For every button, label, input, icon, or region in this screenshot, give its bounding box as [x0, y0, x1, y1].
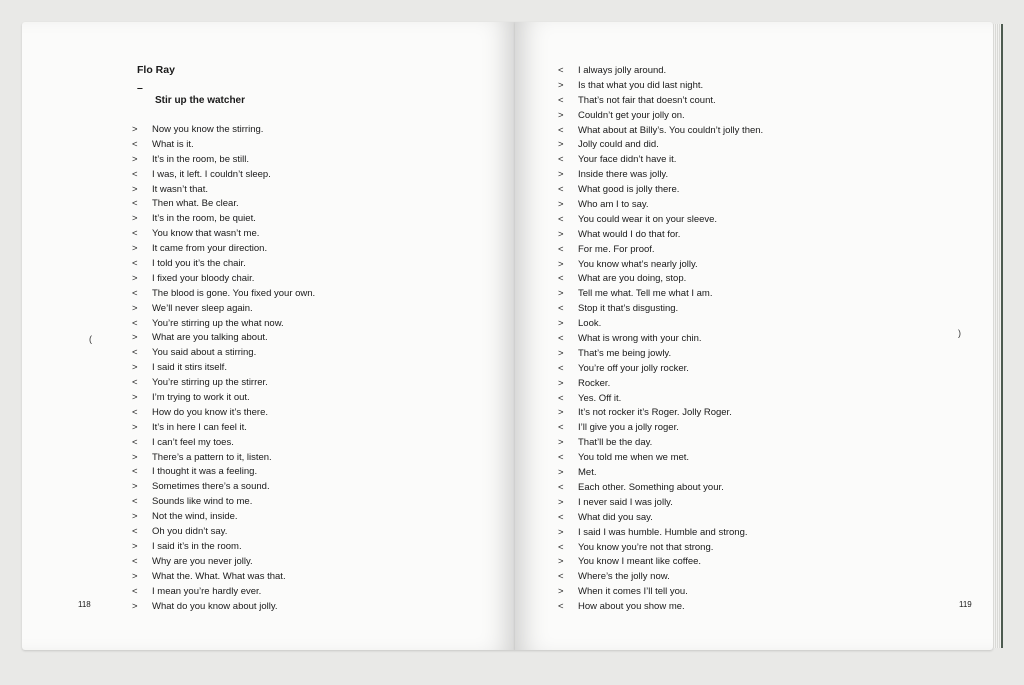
dialogue-text: How do you know it’s there.: [152, 406, 268, 418]
dialogue-line: [132, 138, 315, 153]
dialogue-text: Now you know the stirring.: [152, 124, 264, 135]
dialogue-text: Yes. Off it.: [578, 392, 622, 404]
section-title: Stir up the watcher: [155, 95, 246, 106]
dialogue-text: It’s in the room, be still.: [152, 153, 249, 165]
speaker-mark: <: [132, 168, 138, 180]
dialogue-line: [132, 302, 315, 317]
dialogue-line: [558, 377, 763, 392]
speaker-mark: >: [132, 243, 138, 255]
dialogue-text: You know you’re not that strong.: [578, 541, 714, 553]
dialogue-line: [558, 198, 763, 213]
dialogue-line: [132, 465, 315, 480]
speaker-mark: >: [558, 139, 564, 151]
dialogue-text: You know I meant like coffee.: [578, 556, 702, 568]
speaker-mark: <: [132, 377, 138, 389]
dialogue-line: [558, 302, 763, 317]
dialogue-text: What is wrong with your chin.: [578, 333, 702, 345]
margin-mark-left: (: [89, 334, 92, 344]
dialogue-line: [132, 317, 315, 332]
speaker-mark: >: [558, 199, 564, 211]
speaker-mark: >: [132, 570, 138, 582]
speaker-mark: <: [558, 303, 564, 315]
speaker-mark: <: [132, 138, 138, 150]
speaker-mark: <: [558, 184, 564, 196]
dialogue-line: [132, 451, 315, 466]
dialogue-text: You know what’s nearly jolly.: [578, 258, 698, 270]
dialogue-line: [558, 541, 763, 556]
speaker-mark: <: [558, 333, 564, 345]
dialogue-text: Where’s the jolly now.: [578, 571, 670, 583]
dialogue-line: [132, 361, 315, 376]
dialogue-text: I said I was humble. Humble and strong.: [578, 526, 748, 538]
speaker-mark: >: [132, 600, 138, 612]
dialogue-text: There’s a pattern to it, listen.: [152, 451, 272, 463]
dialogue-text: Jolly could and did.: [578, 139, 659, 151]
dialogue-line: [558, 79, 763, 94]
speaker-mark: >: [558, 318, 564, 330]
speaker-mark: >: [132, 183, 138, 195]
dialogue-line: [558, 421, 763, 436]
speaker-mark: >: [132, 540, 138, 552]
dialogue-line: [132, 480, 315, 495]
dialogue-line: [558, 138, 763, 153]
dialogue-text: It wasn’t that.: [152, 183, 208, 195]
dialogue-text: Sounds like wind to me.: [152, 496, 253, 508]
speaker-mark: >: [558, 288, 564, 300]
dialogue-line: [558, 526, 763, 541]
dialogue-text: Who am I to say.: [578, 199, 649, 211]
dialogue-line: [558, 109, 763, 124]
dialogue-line: [132, 525, 315, 540]
speaker-mark: <: [558, 392, 564, 404]
speaker-mark: >: [558, 437, 564, 449]
speaker-mark: <: [132, 526, 138, 538]
dialogue-text: What are you talking about.: [152, 332, 268, 344]
dialogue-text: Tell me what. Tell me what I am.: [578, 288, 713, 300]
speaker-mark: >: [558, 109, 564, 121]
speaker-mark: >: [558, 586, 564, 598]
speaker-mark: >: [132, 451, 138, 463]
dialogue-text: What is it.: [152, 138, 194, 150]
dialogue-line: [558, 272, 763, 287]
dialogue-line: [558, 258, 763, 273]
dialogue-text: I said it stirs itself.: [152, 362, 227, 374]
dialogue-text: I told you it’s the chair.: [152, 258, 246, 270]
dialogue-text: Oh you didn’t say.: [152, 526, 228, 538]
dialogue-text: What do you know about jolly.: [152, 600, 278, 612]
speaker-mark: >: [132, 302, 138, 314]
speaker-mark: <: [558, 481, 564, 493]
speaker-mark: >: [132, 421, 138, 433]
dialogue-text: How about you show me.: [578, 601, 685, 613]
dialogue-text: I mean you’re hardly ever.: [152, 585, 262, 597]
dialogue-text: You know that wasn’t me.: [152, 228, 260, 240]
dialogue-line: [558, 496, 763, 511]
speaker-mark: <: [558, 243, 564, 255]
dialogue-text: Met.: [578, 467, 597, 479]
speaker-mark: <: [558, 452, 564, 464]
dialogue-line: [558, 317, 763, 332]
dialogue-text: When it comes I’ll tell you.: [578, 586, 688, 598]
dialogue-text: That’s me being jowly.: [578, 347, 672, 359]
margin-mark-right: ): [958, 328, 961, 338]
speaker-mark: <: [132, 228, 138, 240]
dialogue-line: [132, 570, 315, 585]
dialogue-line: [558, 183, 763, 198]
dialogue-text: Sometimes there’s a sound.: [152, 481, 270, 493]
dialogue-line: [558, 243, 763, 258]
open-book: [22, 22, 998, 662]
dialogue-text: That’ll be the day.: [578, 437, 653, 449]
dialogue-text: You said about a stirring.: [152, 347, 257, 359]
speaker-mark: >: [132, 124, 138, 135]
dialogue-line: [132, 272, 315, 287]
dialogue-text: What the. What. What was that.: [152, 570, 286, 582]
dialogue-list-right: [558, 64, 763, 615]
dialogue-text: You’re stirring up the what now.: [152, 317, 284, 329]
speaker-mark: <: [132, 198, 138, 210]
dialogue-text: That’s not fair that doesn’t count.: [578, 94, 716, 106]
speaker-mark: >: [558, 79, 564, 91]
dialogue-text: The blood is gone. You fixed your own.: [152, 287, 316, 299]
dialogue-line: [558, 511, 763, 526]
dialogue-line: [132, 436, 315, 451]
dialogue-line: [132, 540, 315, 555]
speaker-mark: <: [558, 94, 564, 106]
dialogue-text: For me. For proof.: [578, 243, 655, 255]
dialogue-text: I never said I was jolly.: [578, 496, 673, 508]
speaker-mark: >: [558, 258, 564, 270]
speaker-mark: <: [558, 422, 564, 434]
dialogue-text: You told me when we met.: [578, 452, 690, 464]
dialogue-line: [132, 376, 315, 391]
dialogue-line: [558, 94, 763, 109]
dialogue-line: [558, 481, 763, 496]
speaker-mark: <: [558, 571, 564, 583]
speaker-mark: >: [132, 511, 138, 523]
speaker-mark: >: [558, 377, 564, 389]
speaker-mark: <: [132, 287, 138, 299]
dialogue-text: I can’t feel my toes.: [152, 436, 234, 448]
dialogue-text: Then what. Be clear.: [152, 198, 239, 210]
dialogue-line: [132, 421, 315, 436]
dialogue-line: [132, 391, 315, 406]
dialogue-line: [558, 213, 763, 228]
dialogue-text: It’s in the room, be quiet.: [152, 213, 256, 225]
speaker-mark: <: [558, 213, 564, 225]
speaker-mark: <: [558, 541, 564, 553]
dialogue-line: [558, 585, 763, 600]
dialogue-text: I always jolly around.: [578, 65, 667, 76]
speaker-mark: >: [132, 213, 138, 225]
dialogue-text: Look.: [578, 318, 602, 330]
dialogue-line: [132, 406, 315, 421]
dialogue-line: [132, 495, 315, 510]
dialogue-line: [558, 168, 763, 183]
speaker-mark: <: [558, 601, 564, 613]
dialogue-text: Inside there was jolly.: [578, 169, 669, 181]
dialogue-text: You’re stirring up the stirrer.: [152, 377, 268, 389]
dialogue-line: [558, 466, 763, 481]
speaker-mark: >: [558, 556, 564, 568]
dialogue-line: [558, 451, 763, 466]
dialogue-line: [558, 392, 763, 407]
dialogue-text: I’m trying to work it out.: [152, 392, 250, 404]
dialogue-line: [132, 600, 315, 615]
dialogue-line: [558, 436, 763, 451]
dialogue-text: What would I do that for.: [578, 228, 681, 240]
dialogue-line: [558, 362, 763, 377]
speaker-mark: <: [558, 362, 564, 374]
dialogue-line: [132, 227, 315, 242]
speaker-mark: >: [132, 392, 138, 404]
dialogue-line: [132, 212, 315, 227]
dialogue-text: You could wear it on your sleeve.: [578, 213, 718, 225]
dialogue-line: [132, 153, 315, 168]
dialogue-line: [132, 331, 315, 346]
speaker-mark: >: [558, 407, 564, 419]
dialogue-line: [558, 406, 763, 421]
dialogue-line: [558, 287, 763, 302]
dialogue-text: What are you doing, stop.: [578, 273, 687, 285]
dialogue-line: [558, 228, 763, 243]
speaker-mark: <: [132, 406, 138, 418]
dialogue-text: I’ll give you a jolly roger.: [578, 422, 679, 434]
dialogue-line: [132, 257, 315, 272]
speaker-mark: >: [132, 362, 138, 374]
speaker-mark: >: [558, 467, 564, 479]
dialogue-text: What good is jolly there.: [578, 184, 680, 196]
page-edges: [993, 24, 1003, 648]
speaker-mark: >: [132, 481, 138, 493]
speaker-mark: <: [558, 65, 564, 76]
dialogue-line: [132, 242, 315, 257]
speaker-mark: <: [132, 585, 138, 597]
speaker-mark: >: [558, 228, 564, 240]
dialogue-text: Rocker.: [578, 377, 611, 389]
dialogue-line: [558, 600, 763, 615]
speaker-mark: <: [132, 347, 138, 359]
dialogue-line: [132, 183, 315, 198]
dialogue-text: You’re off your jolly rocker.: [578, 362, 689, 374]
speaker-mark: <: [132, 436, 138, 448]
dialogue-line: [132, 168, 315, 183]
speaker-mark: >: [558, 496, 564, 508]
dialogue-line: [132, 510, 315, 525]
speaker-mark: >: [132, 332, 138, 344]
dialogue-line: [558, 555, 763, 570]
dialogue-text: I was, it left. I couldn’t sleep.: [152, 168, 271, 180]
speaker-mark: >: [132, 153, 138, 165]
speaker-mark: >: [558, 526, 564, 538]
dialogue-text: We’ll never sleep again.: [152, 302, 253, 314]
dialogue-text: What did you say.: [578, 511, 653, 523]
speaker-mark: <: [558, 124, 564, 136]
left-page: [22, 22, 515, 650]
dialogue-line: [132, 585, 315, 600]
speaker-mark: <: [132, 555, 138, 567]
dialogue-text: I fixed your bloody chair.: [152, 272, 255, 284]
dialogue-text: Couldn’t get your jolly on.: [578, 109, 685, 121]
dialogue-line: [558, 332, 763, 347]
dialogue-line: [132, 287, 315, 302]
dialogue-line: [132, 197, 315, 212]
dialogue-line: [558, 64, 763, 79]
dialogue-text: Each other. Something about your.: [578, 481, 724, 493]
page-number-left: 118: [78, 600, 91, 609]
dialogue-text: Not the wind, inside.: [152, 511, 238, 523]
speaker-mark: <: [558, 511, 564, 523]
dialogue-text: It came from your direction.: [152, 243, 268, 255]
author-dash: –: [137, 82, 143, 94]
dialogue-list-left: [132, 123, 315, 614]
author-name: Flo Ray: [137, 64, 175, 76]
dialogue-text: I thought it was a feeling.: [152, 466, 258, 478]
speaker-mark: <: [132, 496, 138, 508]
speaker-mark: <: [132, 466, 138, 478]
dialogue-text: Stop it that’s disgusting.: [578, 303, 679, 315]
dialogue-text: Why are you never jolly.: [152, 555, 253, 567]
dialogue-text: What about at Billy’s. You couldn’t jolly then.: [578, 124, 764, 136]
dialogue-text: It’s not rocker it’s Roger. Jolly Roger.: [578, 407, 732, 419]
dialogue-line: [558, 347, 763, 362]
speaker-mark: <: [132, 258, 138, 270]
dialogue-line: [132, 555, 315, 570]
right-page: [515, 22, 993, 650]
page-number-right: 119: [959, 600, 972, 609]
dialogue-line: [132, 123, 315, 138]
speaker-mark: >: [558, 169, 564, 181]
dialogue-text: Your face didn’t have it.: [578, 154, 677, 166]
speaker-mark: >: [132, 272, 138, 284]
dialogue-text: Is that what you did last night.: [578, 79, 704, 91]
dialogue-line: [558, 153, 763, 168]
dialogue-line: [132, 346, 315, 361]
speaker-mark: <: [558, 273, 564, 285]
speaker-mark: <: [132, 317, 138, 329]
dialogue-line: [558, 124, 763, 139]
dialogue-text: It’s in here I can feel it.: [152, 421, 247, 433]
speaker-mark: <: [558, 154, 564, 166]
dialogue-line: [558, 570, 763, 585]
dialogue-text: I said it’s in the room.: [152, 540, 242, 552]
speaker-mark: >: [558, 347, 564, 359]
